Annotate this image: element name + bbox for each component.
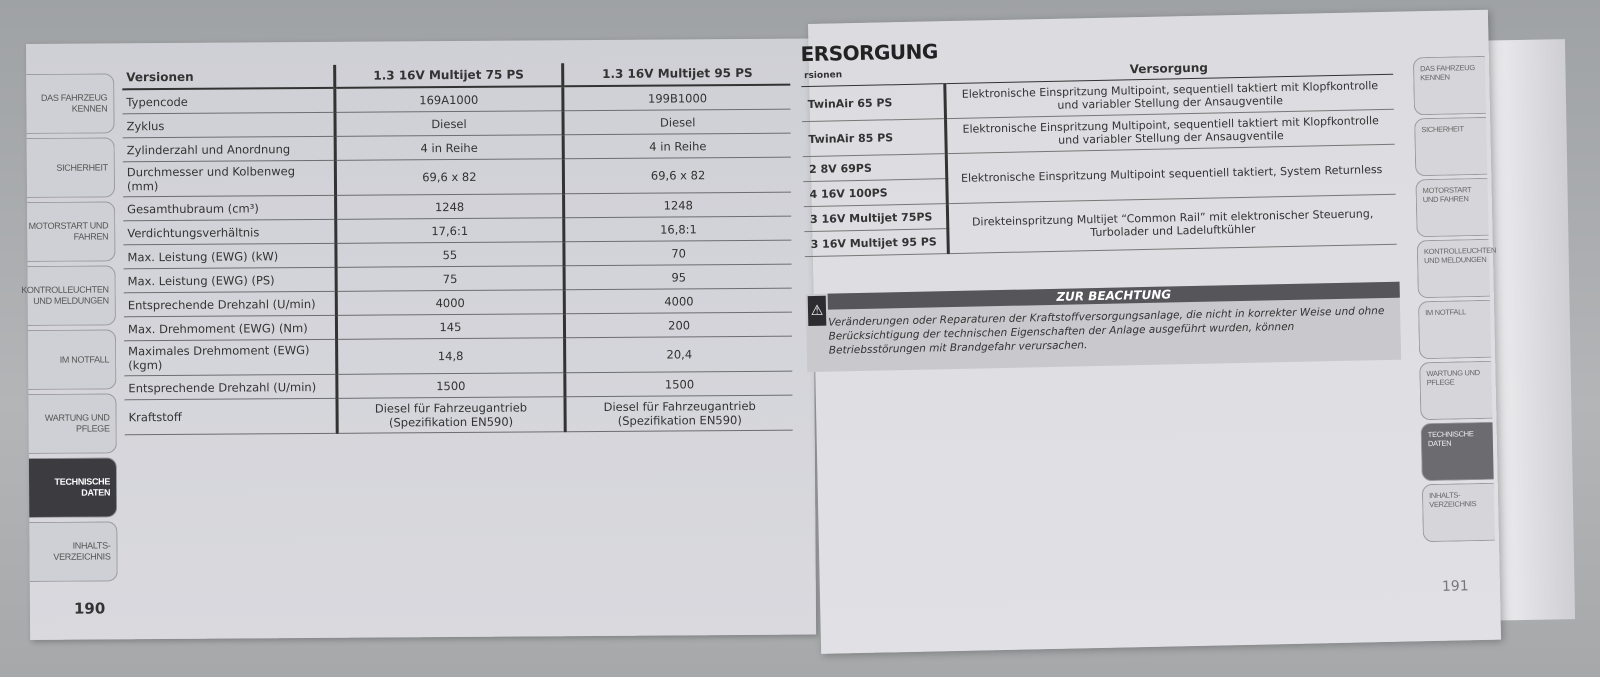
left-tab-motorstart[interactable]: MOTORSTART UND FAHREN [27, 201, 115, 262]
row-label: Verdichtungsverhältnis [123, 219, 335, 244]
right-tab-sicherheit[interactable]: SICHERHEIT [1414, 117, 1487, 176]
engine-label: 3 16V Multijet 75PS [804, 204, 948, 232]
row-label: Max. Leistung (EWG) (kW) [123, 243, 335, 268]
row-value: 20,4 [565, 336, 792, 373]
row-label: Durchmesser und Kolbenweg (mm) [123, 160, 335, 196]
supply-description: Elektronische Einspritzung Multipoint sequentiell taktiert, System Returnless [946, 144, 1395, 203]
row-value: 55 [335, 242, 564, 268]
fuel-supply-table [801, 54, 1397, 257]
left-tab-inhaltsverzeichnis[interactable]: INHALTS-VERZEICHNIS [29, 521, 117, 582]
row-value: 145 [336, 314, 565, 340]
row-value: 95 [564, 264, 791, 290]
row-label: Typencode [122, 88, 334, 114]
left-tab-wartung[interactable]: WARTUNG UND PFLEGE [28, 393, 116, 454]
row-value: 14,8 [336, 338, 565, 375]
left-tab-technische-daten[interactable]: TECHNISCHE DATEN [29, 457, 117, 518]
warning-text: Veränderungen oder Reparaturen der Kraftstoffversorgungsanlage, die nicht in korrekter Weise und ohne Berücksichtigung der technischen Eigenschaften der Anlage ausgeführt wurden, können Betriebsstörungen mit Brandgefahr verursachen. [828, 304, 1385, 357]
right-chapter-tabs [1413, 56, 1495, 545]
row-label: Entsprechende Drehzahl (U/min) [124, 374, 336, 399]
row-label: Gesamthubraum (cm³) [123, 195, 335, 220]
page-number-left: 190 [73, 599, 106, 618]
row-value: 199B1000 [563, 85, 790, 111]
row-label: Maximales Drehmoment (EWG) (kgm) [124, 339, 336, 375]
table-row [124, 395, 792, 435]
page-number-right: 191 [1441, 578, 1469, 595]
engine-spec-table [122, 62, 793, 436]
header-versionen: rsionen [801, 63, 945, 87]
section-title: ERSORGUNG [800, 39, 939, 67]
left-tab-sicherheit[interactable]: SICHERHEIT [27, 137, 115, 198]
warning-triangle-icon: ⚠ [808, 296, 827, 326]
row-value: 4 in Reihe [335, 135, 564, 161]
left-tab-notfall[interactable]: IM NOTFALL [28, 329, 116, 390]
engine-label: TwinAir 85 PS [802, 119, 946, 157]
header-75ps: 1.3 16V Multijet 75 PS [334, 63, 563, 88]
engine-label: 4 16V 100PS [803, 179, 947, 207]
left-page [21, 39, 816, 640]
row-label: Kraftstoff [124, 398, 336, 434]
row-label: Max. Leistung (EWG) (PS) [124, 267, 336, 292]
engine-label: 3 16V Multijet 95 PS [804, 229, 948, 257]
row-value: 69,6 x 82 [335, 159, 564, 196]
row-value: 1500 [565, 371, 792, 397]
right-tab-notfall[interactable]: IM NOTFALL [1418, 300, 1491, 359]
right-tab-fahrzeug[interactable]: DAS FAHRZEUG KENNEN [1413, 56, 1486, 115]
right-tab-inhaltsverzeichnis[interactable]: INHALTS-VERZEICHNIS [1422, 483, 1495, 542]
right-page [800, 10, 1501, 654]
right-tab-technische-daten[interactable]: TECHNISCHE DATEN [1420, 422, 1493, 481]
supply-description: Elektronische Einspritzung Multipoint, sequentiell taktiert mit Klopfkontrolle und variabler Stellung der Ansaugventile [945, 74, 1394, 118]
row-value: Diesel [335, 111, 564, 137]
supply-description: Elektronische Einspritzung Multipoint, sequentiell taktiert mit Klopfkontrolle und variabler Stellung der Ansaugventile [946, 109, 1395, 153]
right-tab-wartung[interactable]: WARTUNG UND PFLEGE [1419, 361, 1492, 420]
left-tab-kontrolleuchten[interactable]: KONTROLLEUCHTEN UND MELDUNGEN [28, 265, 116, 326]
row-value: 200 [565, 312, 792, 338]
row-label: Max. Drehmoment (EWG) (Nm) [124, 315, 336, 340]
row-value: Diesel für Fahrzeugantrieb (Spezifikation EN590) [337, 397, 566, 434]
right-tab-motorstart[interactable]: MOTORSTART UND FAHREN [1415, 178, 1488, 237]
row-value: 17,6:1 [335, 218, 564, 244]
left-chapter-tabs [21, 73, 118, 586]
row-value: 70 [564, 240, 791, 266]
row-value: 4000 [336, 290, 565, 316]
warning-title: ZUR BEACHTUNG [828, 282, 1400, 310]
header-versorgung: Versorgung [944, 54, 1393, 84]
table-row [123, 157, 791, 197]
row-value: 1248 [335, 194, 564, 220]
row-value: 1500 [336, 373, 565, 399]
row-label: Zylinderzahl und Anordnung [123, 136, 335, 161]
row-value: 16,8:1 [564, 216, 791, 242]
row-value: 75 [336, 266, 565, 292]
row-value: Diesel [563, 109, 790, 135]
row-value: 69,6 x 82 [564, 157, 791, 194]
engine-label: 2 8V 69PS [803, 154, 947, 182]
row-value: 169A1000 [334, 86, 563, 112]
left-tab-fahrzeug[interactable]: DAS FAHRZEUG KENNEN [26, 73, 114, 134]
table-row [124, 336, 792, 376]
row-value: 4000 [564, 288, 791, 314]
header-versionen: Versionen [122, 65, 334, 89]
warning-box [806, 282, 1402, 372]
engine-label: TwinAir 65 PS [801, 84, 945, 122]
supply-description: Direkteinspritzung Multijet “Common Rail” mit elektronischer Steuerung, Turbolader und Ladeluftkühler [947, 194, 1396, 253]
header-95ps: 1.3 16V Multijet 95 PS [563, 62, 790, 87]
row-label: Entsprechende Drehzahl (U/min) [124, 291, 336, 316]
row-value: Diesel für Fahrzeugantrieb (Spezifikation EN590) [565, 395, 792, 432]
row-value: 1248 [564, 192, 791, 218]
row-value: 4 in Reihe [563, 133, 790, 159]
right-tab-kontrolleuchten[interactable]: KONTROLLEUCHTEN UND MELDUNGEN [1417, 239, 1490, 298]
row-label: Zyklus [122, 112, 334, 137]
